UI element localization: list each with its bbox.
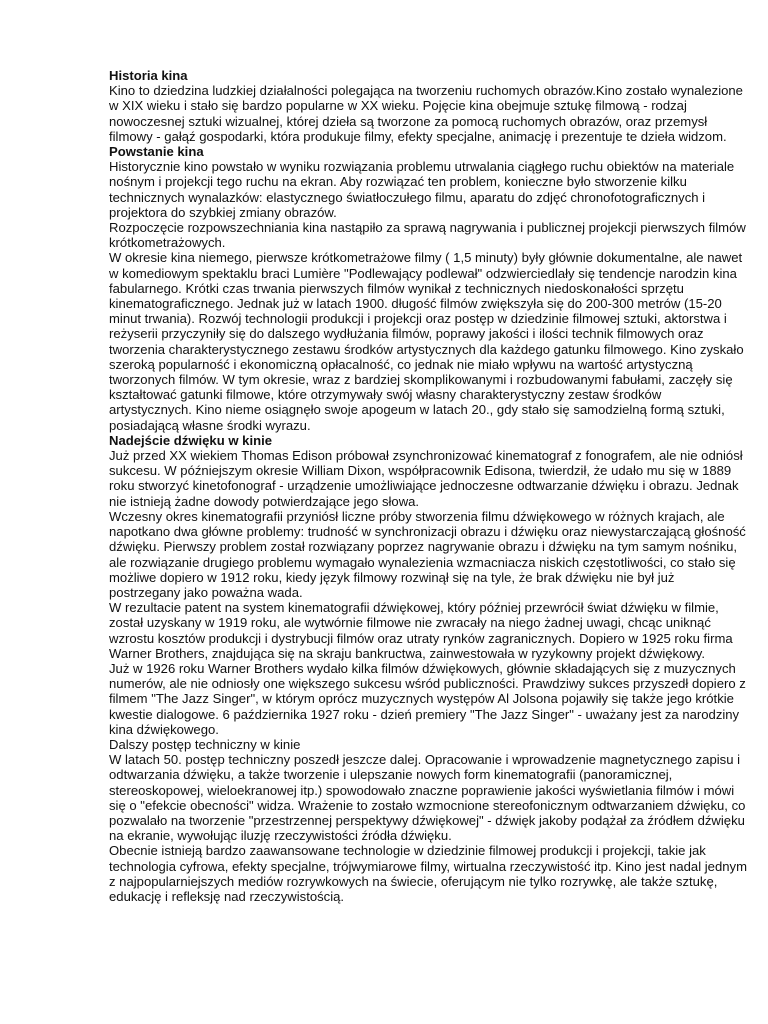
section-heading-sound: Nadejście dźwięku w kinie [109, 432, 273, 448]
document-page [109, 68, 747, 904]
paragraph: Wczesny okres kinematografii przyniósł liczne próby stworzenia filmu dźwiękowego w różnych krajach, ale napotkano dwa główne problemy: trudność w synchronizacji obrazu i dźwięku oraz niewystarczającą głośność dźwięku. Pierwszy problem został rozwiązany poprzez nagrywanie obrazu i dźwięku na tym samym nośniku, ale rozwiązanie drugiego problemu wymagało wynalezienia wzmacniacza niskich częstotliwości, co stało się możliwe dopiero w 1912 roku, kiedy język filmowy rozwinął się na tyle, że brak dźwięku nie był już postrzegany jako poważna wada. [109, 508, 746, 600]
paragraph: W rezultacie patent na system kinematografii dźwiękowej, który później przewrócił świat dźwięku w filmie, został uzyskany w 1919 roku, ale wytwórnie filmowe nie zwracały na niego żadnej uwagi, chcąc uniknąć wzrostu kosztów produkcji i dystrybucji filmów oraz utraty rynków zagranicznych. Dopiero w 1925 roku firma Warner Brothers, znajdująca się na skraju bankructwa, zainwestowała w ryzykowny projekt dźwiękowy. [109, 600, 733, 661]
section-heading-origins: Powstanie kina [109, 144, 204, 160]
paragraph: Historycznie kino powstało w wyniku rozwiązania problemu utrwalania ciągłego ruchu obiektów na materiale nośnym i projekcji tego ruchu na ekran. Aby rozwiązać ten problem, konieczne było stworzenie kilku technicznych wynalazków: elastycznego światłoczułego filmu, aparatu do zdjęć chronofotograficznych i projektora do szybkiej zmiany obrazów. [109, 159, 735, 220]
paragraph: Już przed XX wiekiem Thomas Edison próbował zsynchronizować kinematograf z fonografem, ale nie odniósł sukcesu. W późniejszym okresie William Dixon, współpracownik Edisona, twierdził, że udało mu się w 1889 roku stworzyć kinetofonograf - urządzenie umożliwiające jednoczesne odtwarzanie dźwięku i obrazu. Jednak nie istnieją żadne dowody potwierdzające jego słowa. [109, 448, 743, 509]
document-title: Historia kina [109, 68, 188, 83]
intro-paragraph: Kino to dziedzina ludzkiej działalności polegająca na tworzeniu ruchomych obrazów.Kino zostało wynalezione w XIX wieku i stało się bardzo popularne w XX wieku. Pojęcie kina obejmuje sztukę filmową - rodzaj nowoczesnej sztuki wizualnej, której dzieła są tworzone za pomocą ruchomych obrazów, oraz przemysł filmowy - gałąź gospodarki, która produkuje filmy, efekty specjalne, animację i prezentuje te dzieła widzom. [109, 83, 743, 144]
paragraph: W okresie kina niemego, pierwsze krótkometrażowe filmy ( 1,5 minuty) były głównie dokumentalne, ale nawet w komediowym spektaklu braci Lumière "Podlewający podlewał" odzwierciedlały się tendencje narodzin kina fabularnego. Krótki czas trwania pierwszych filmów wynikał z technicznych niedoskonałości sprzętu kinematograficznego. Jednak już w latach 1900. długość filmów zwiększyła się do 200-300 metrów (15-20 minut trwania). Rozwój technologii produkcji i projekcji oraz postęp w dziedzinie filmowej sztuki, aktorstwa i reżyserii przyczyniły się do dalszego wydłużania filmów, poprawy jakości i ilości technik filmowych oraz tworzenia charakterystycznego zestawu środków artystycznych dla każdego gatunku filmowego. Kino zyskało szeroką popularność i ekonomiczną opłacalność, co jednak nie miało wpływu na wartość artystyczną tworzonych filmów. W tym okresie, wraz z bardziej skomplikowanymi i rozbudowanymi fabułami, zaczęły się kształtować gatunki filmowe, które otrzymywały swój własny charakterystyczny zestaw środków artystycznych. Kino nieme osiągnęło swoje apogeum w latach 20., gdy stało się samodzielną formą sztuki, posiadającą własne środki wyrazu. [109, 250, 744, 433]
section-heading-progress: Dalszy postęp techniczny w kinie [109, 736, 301, 752]
paragraph: Obecnie istnieją bardzo zaawansowane technologie w dziedzinie filmowej produkcji i projekcji, takie jak technologia cyfrowa, efekty specjalne, trójwymiarowe filmy, wirtualna rzeczywistość itp. Kino jest nadal jednym z najpopularniejszych mediów rozrywkowych na świecie, oferującym nie tylko rozrywkę, ale także sztukę, edukację i refleksję nad rzeczywistością. [109, 843, 747, 904]
paragraph: Rozpoczęcie rozpowszechniania kina nastąpiło za sprawą nagrywania i publicznej projekcji pierwszych filmów krótkometrażowych. [109, 220, 746, 251]
paragraph: Już w 1926 roku Warner Brothers wydało kilka filmów dźwiękowych, głównie składających się z muzycznych numerów, ale nie odniosły one większego sukcesu wśród publiczności. Prawdziwy sukces przyszedł dopiero z filmem "The Jazz Singer", w którym oprócz muzycznych występów Al Jolsona pojawiły się także jego krótkie kwestie dialogowe. 6 października 1927 roku - dzień premiery "The Jazz Singer" - uważany jest za narodziny kina dźwiękowego. [109, 660, 746, 737]
paragraph: W latach 50. postęp techniczny poszedł jeszcze dalej. Opracowanie i wprowadzenie magnetycznego zapisu i odtwarzania dźwięku, a także tworzenie i ulepszanie nowych form kinematografii (panoramicznej, stereoskopowej, wieloekranowej itp.) spowodowało znaczne poprawienie jakości wyświetlania filmów i mówi się o "efekcie obecności" widza. Wrażenie to zostało wzmocnione stereofonicznym odtwarzaniem dźwięku, co pozwalało na tworzenie "przestrzennej perspektywy dźwiękowej" - dźwięk jakoby podążał za źródłem dźwięku na ekranie, wywołując iluzję rzeczywistości źródła dźwięku. [109, 752, 746, 844]
